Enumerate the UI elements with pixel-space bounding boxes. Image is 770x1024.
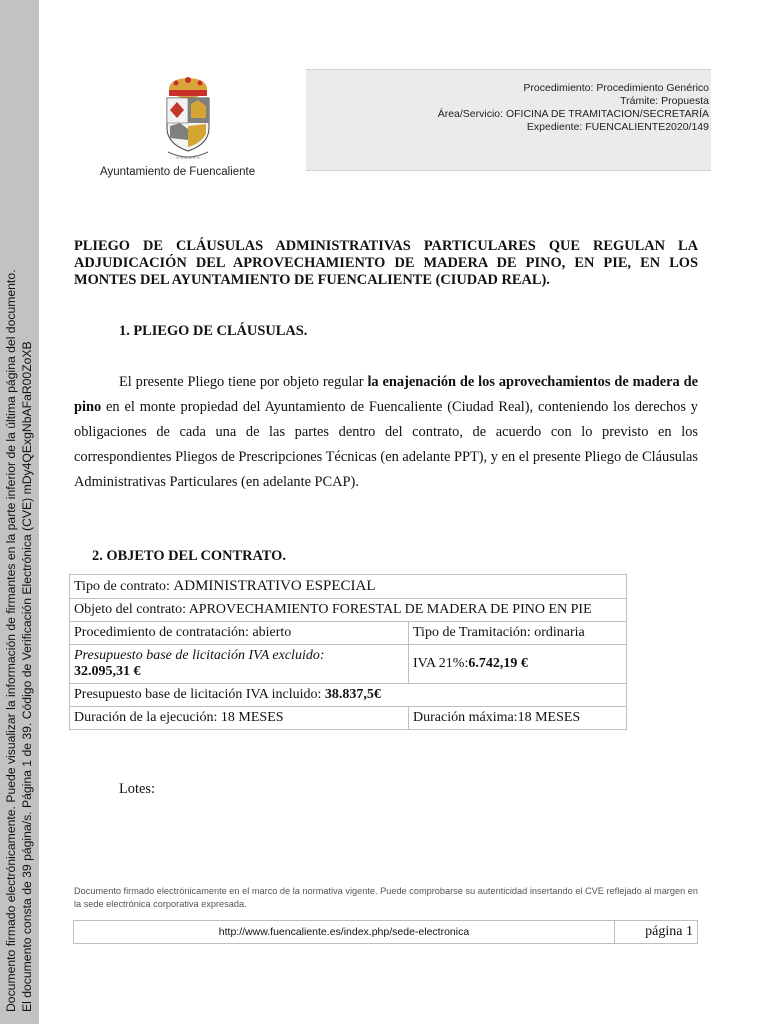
area-line: Área/Servicio: OFICINA DE TRAMITACION/SECRETARÍA [437,108,709,120]
expediente-line: Expediente: FUENCALIENTE2020/149 [526,121,709,133]
footer-note: Documento firmado electrónicamente en el marco de la normativa vigente. Puede comprobarse su autenticidad insertando el CVE reflejado al margen en la sede electrónica corporativa expresada. [74,886,698,909]
footer-url-link[interactable]: http://www.fuencaliente.es/index.php/sede-electronica [74,921,615,943]
lotes-label: Lotes: [119,781,155,797]
budget-incl-value: 38.837,5€ [324,687,381,702]
coat-of-arms-icon [160,76,216,162]
intro-text-end: en el monte propiedad del Ayuntamiento de Fuencaliente (Ciudad Real), conteniendo los derechos y obligaciones de cada una de las partes dentro del contrato, de acuerdo con lo previsto en los correspondientes Pliegos de Prescripciones Técnicas (en adelante PPT), y en el presente Pliego de Cláusulas Administrativas Particulares (en adelante PCAP). [74,399,698,490]
budget-excl-label: Presupuesto base de licitación IVA excluido: [74,648,325,663]
signature-info-line: Documento firmado electrónicamente. Puede visualizar la información de firmantes en la parte inferior de la última página del documento. [4,269,18,1012]
organization-name: Ayuntamiento de Fuencaliente [100,166,256,178]
contract-type-cell [70,575,627,599]
contract-table [69,574,627,730]
vat-value: 6.742,19 € [468,656,528,671]
intro-text-bold: la enajenación de los aprovechamientos de madera de pino [74,374,699,415]
table-row [70,707,627,730]
procedure-line: Procedimiento: Procedimiento Genérico [523,82,709,94]
budget-excl-value: 32.095,31 € [74,664,141,679]
page-number: página 1 [645,924,693,939]
cve-info-line: El documento consta de 39 página/s. Página 1 de 39. Código de Verificación Electrónica (CVE) mDy4QExgNbAFaR00ZoXB [20,341,34,1012]
svg-text:~~~~~~: ~~~~~~ [175,156,201,162]
vat-cell [409,645,627,684]
table-row [70,645,627,684]
contract-type-value: ADMINISTRATIVO ESPECIAL [173,578,376,594]
budget-incl-cell [70,684,627,707]
table-row [70,684,627,707]
verification-sidebar-text [0,0,39,1024]
procedure-header-box [306,69,711,171]
intro-paragraph [74,370,698,495]
section-1-heading: 1. PLIEGO DE CLÁUSULAS. [119,323,308,339]
processing-type-cell: Tipo de Tramitación: ordinaria [409,622,627,645]
budget-incl-label: Presupuesto base de licitación IVA incluido: [74,687,325,702]
document-title: PLIEGO DE CLÁUSULAS ADMINISTRATIVAS PARTICULARES QUE REGULAN LA ADJUDICACIÓN DEL APROVECHAMIENTO DE MADERA DE PINO, EN PIE, EN LOS MONTES DEL AYUNTAMIENTO DE FUENCALIENTE (CIUDAD REAL). [74,238,698,288]
section-2-heading: 2. OBJETO DEL CONTRATO. [92,548,286,564]
duration-cell: Duración de la ejecución: 18 MESES [70,707,409,730]
table-row [70,622,627,645]
procedure-cell: Procedimiento de contratación: abierto [70,622,409,645]
tramite-line: Trámite: Propuesta [620,95,709,107]
table-row [70,599,627,622]
vat-label: IVA 21%: [413,656,469,671]
table-row [70,575,627,599]
budget-excl-cell [70,645,409,684]
max-duration-cell: Duración máxima:18 MESES [409,707,627,730]
contract-type-label: Tipo de contrato: [74,579,174,594]
footer-bar [73,920,698,944]
intro-text-start: El presente Pliego tiene por objeto regular [119,374,368,390]
contract-object-cell: Objeto del contrato: APROVECHAMIENTO FORESTAL DE MADERA DE PINO EN PIE [70,599,627,622]
